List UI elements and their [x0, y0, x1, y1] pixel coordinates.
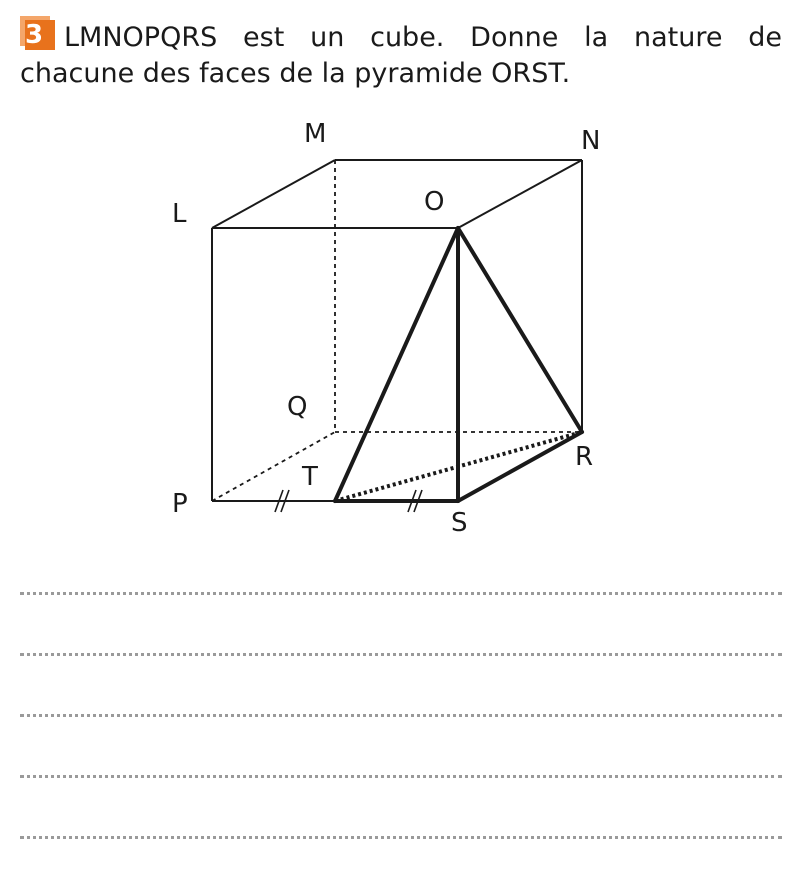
answer-line-5[interactable] — [20, 824, 782, 839]
exercise-number: 3 — [25, 20, 55, 50]
answer-line-2[interactable] — [20, 641, 782, 656]
answer-line-3[interactable] — [20, 702, 782, 717]
edge-LM — [212, 160, 335, 228]
exercise-instruction: LMNOPQRS est un cube. Donne la nature de chacune des faces de la pyramide ORST. — [20, 22, 782, 89]
edge-ON — [458, 160, 582, 228]
vertex-label-R: R — [575, 442, 594, 472]
answer-line-1[interactable] — [20, 580, 782, 595]
vertex-label-N: N — [581, 126, 601, 156]
cube-hidden-edges — [212, 160, 582, 501]
answer-area — [20, 580, 782, 885]
vertex-label-P: P — [172, 489, 188, 519]
answer-line-4[interactable] — [20, 763, 782, 778]
vertex-label-M: M — [304, 119, 327, 149]
vertex-label-S: S — [451, 508, 468, 538]
vertex-label-L: L — [172, 199, 187, 229]
vertex-label-O: O — [424, 187, 445, 217]
vertex-label-T: T — [302, 462, 318, 492]
cube-edges — [212, 160, 582, 501]
pyramid-edge-OT — [335, 228, 458, 501]
pyramid-edge-SR — [458, 432, 582, 501]
pyramid-edges — [335, 228, 582, 501]
pyramid-edge-OR — [458, 228, 582, 432]
vertex-label-Q: Q — [287, 392, 308, 422]
